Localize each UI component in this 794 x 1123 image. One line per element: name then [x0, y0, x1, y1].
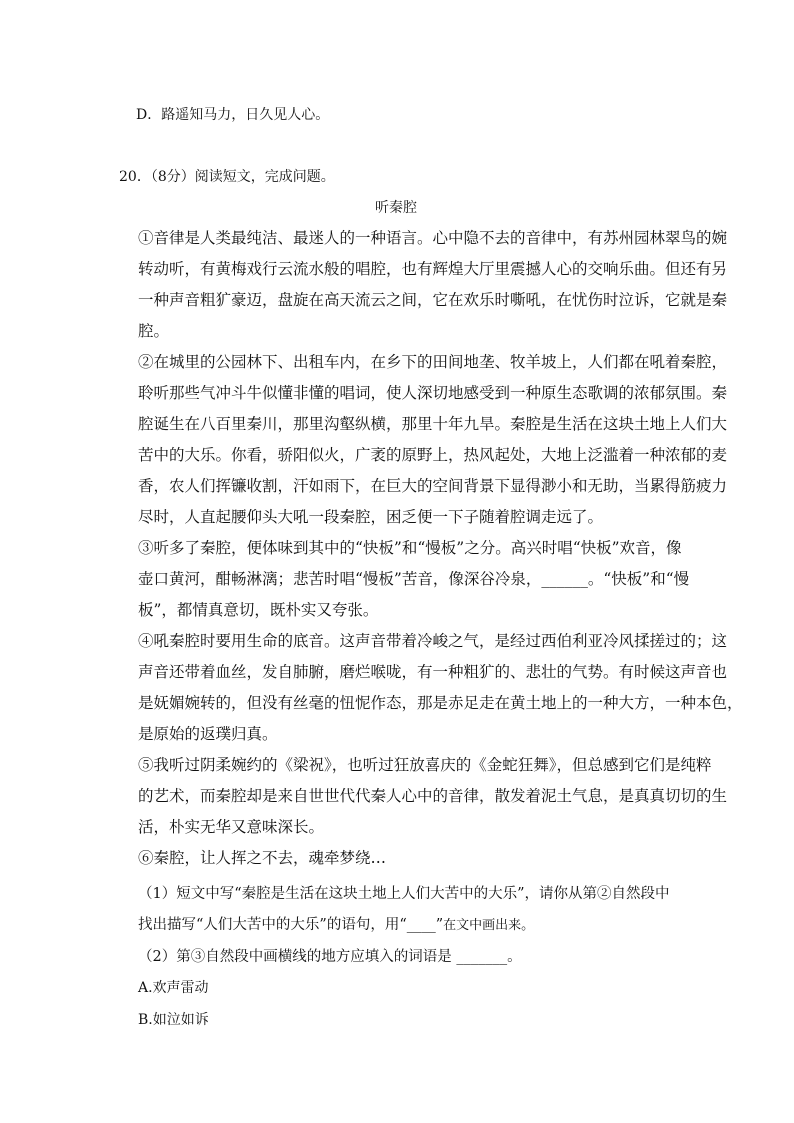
paragraph-line: ②在城里的公园林下、出租车内，在乡下的田间地垄、牧羊坡上，人们都在吼着秦腔， [138, 353, 728, 371]
subquestion-1-text-small: 在文中画出来。 [443, 918, 535, 933]
paragraph-line: 尽时，人直起腰仰头大吼一段秦腔，困乏便一下子随着腔调走远了。 [138, 508, 604, 526]
subquestion-1-line-2 [138, 913, 534, 934]
subquestion-1-text: 找出描写“人们大苦中的大乐”的语句，用“____” [138, 917, 444, 933]
paragraph-line: 是原始的返璞归真。 [138, 725, 278, 743]
paragraph-line: ③听多了秦腔，便体味到其中的“快板”和“慢板”之分。高兴时唱“快板”欢音，像 [138, 539, 682, 557]
paragraph-line: 是妩媚婉转的，但没有丝毫的忸怩作态，那是赤足走在黄土地上的一种大方，一种本色， [138, 694, 743, 712]
choice-b[interactable]: B.如泣如诉 [138, 1012, 209, 1028]
question-number: 20． [119, 169, 151, 185]
question-header [119, 166, 335, 186]
paragraph-line: ⑥秦腔，让人挥之不去，魂牵梦绕… [138, 849, 387, 867]
paragraph-line: 腔诞生在八百里秦川，那里沟壑纵横，那里十年九旱。秦腔是生活在这块土地上人们大 [138, 415, 728, 433]
paragraph-line: 板”，都情真意切，既朴实又夸张。 [138, 601, 379, 619]
paragraph-line: 聆听那些气冲斗牛似懂非懂的唱词，使人深切地感受到一种原生态歌调的浓郁氛围。秦 [138, 384, 728, 402]
paragraph-line: ①音律是人类最纯洁、最迷人的一种语言。心中隐不去的音律中，有苏州园林翠鸟的婉 [138, 229, 728, 247]
subquestion-1-line-1: （1）短文中写“秦腔是生活在这块土地上人们大苦中的大乐”，请你从第②自然段中 [138, 886, 670, 902]
paragraph-3 [138, 533, 690, 626]
paragraph-line: 活，朴实无华又意味深长。 [138, 818, 325, 836]
previous-option-d: D．路遥知马力，日久见人心。 [136, 107, 330, 123]
paragraph-5 [138, 750, 728, 843]
question-instruction: 阅读短文，完成问题。 [194, 169, 335, 185]
paragraph-line: 壶口黄河，酣畅淋漓；悲苦时唱“慢板”苦音，像深谷冷泉，______。“快板”和“慢 [138, 570, 690, 588]
paragraph-line: 的艺术，而秦腔却是来自世世代代秦人心中的音律，散发着泥土气息，是真真切切的生 [138, 787, 728, 805]
paragraph-line: 转动听，有黄梅戏行云流水般的唱腔，也有辉煌大厅里震撼人心的交响乐曲。但还有另 [138, 260, 728, 278]
paragraph-line: 腔。 [138, 322, 170, 340]
paragraph-line: 香，农人们挥镰收割，汗如雨下，在巨大的空间背景下显得渺小和无助，当累得筋疲力 [138, 477, 728, 495]
paragraph-line: ⑤我听过阴柔婉约的《梁祝》，也听过狂放喜庆的《金蛇狂舞》，但总感到它们是纯粹 [138, 756, 712, 774]
paragraph-line: 一种声音粗犷豪迈，盘旋在高天流云之间，它在欢乐时嘶吼，在忧伤时泣诉，它就是秦 [138, 291, 728, 309]
paragraph-6 [138, 843, 678, 874]
article-title: 听秦腔 [375, 200, 417, 216]
paragraph-2 [138, 347, 728, 533]
subquestion-2: （2）第③自然段中画横线的地方应填入的词语是 _______。 [138, 949, 522, 965]
choice-a[interactable]: A.欢声雷动 [138, 980, 209, 996]
paragraph-line: 苦中的大乐。你看，骄阳似火，广袤的原野上，热风起处，大地上泛滥着一种浓郁的麦 [138, 446, 728, 464]
paragraph-line: 声音还带着血丝，发自肺腑，磨烂喉咙，有一种粗犷的、悲壮的气势。有时候这声音也 [138, 663, 728, 681]
paragraph-4 [138, 626, 743, 750]
question-score: （8分） [150, 169, 195, 185]
paragraph-line: ④吼秦腔时要用生命的底音。这声音带着冷峻之气，是经过西伯利亚冷风揉搓过的；这 [138, 632, 728, 650]
paragraph-1 [138, 223, 728, 347]
